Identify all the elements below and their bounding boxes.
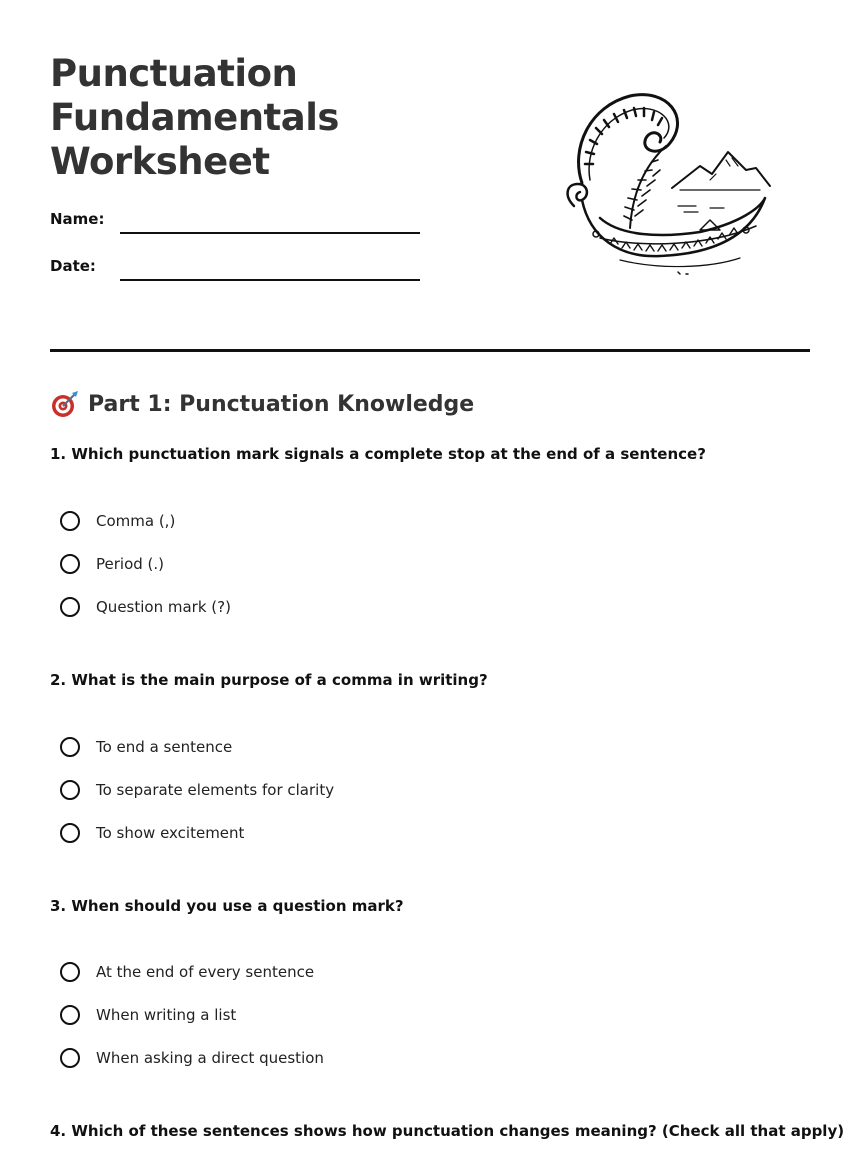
question-4: 4. Which of these sentences shows how punctuation changes meaning? (Check all that apply) <box>50 1122 845 1140</box>
question-1-option-c[interactable] <box>60 597 231 617</box>
option-label: When asking a direct question <box>96 1049 324 1067</box>
name-label: Name: <box>50 210 105 228</box>
question-1: 1. Which punctuation mark signals a complete stop at the end of a sentence? <box>50 445 706 463</box>
option-label: To show excitement <box>96 824 245 842</box>
question-2-option-b[interactable] <box>60 780 334 800</box>
part-1-title: Part 1: Punctuation Knowledge <box>88 391 475 417</box>
radio-button[interactable] <box>60 780 80 800</box>
radio-button[interactable] <box>60 554 80 574</box>
longboat-illustration-icon <box>560 88 780 283</box>
radio-button[interactable] <box>60 1048 80 1068</box>
question-3-option-a[interactable] <box>60 962 314 982</box>
date-label: Date: <box>50 257 96 275</box>
date-field <box>50 257 96 275</box>
radio-button[interactable] <box>60 597 80 617</box>
question-1-option-a[interactable] <box>60 511 175 531</box>
radio-button[interactable] <box>60 962 80 982</box>
question-3: 3. When should you use a question mark? <box>50 897 404 915</box>
radio-button[interactable] <box>60 823 80 843</box>
question-1-option-b[interactable] <box>60 554 164 574</box>
radio-button[interactable] <box>60 1005 80 1025</box>
radio-button[interactable] <box>60 511 80 531</box>
worksheet-title <box>50 52 339 184</box>
question-2: 2. What is the main purpose of a comma in writing? <box>50 671 488 689</box>
target-dart-icon <box>50 389 80 419</box>
option-label: Question mark (?) <box>96 598 231 616</box>
title-line: Fundamentals <box>50 96 339 139</box>
question-3-option-c[interactable] <box>60 1048 324 1068</box>
option-label: Period (.) <box>96 555 165 573</box>
name-field <box>50 210 104 228</box>
option-label: Comma (,) <box>96 512 176 530</box>
question-3-option-b[interactable] <box>60 1005 236 1025</box>
date-input-line[interactable] <box>120 279 420 281</box>
option-label: When writing a list <box>96 1006 237 1024</box>
name-input-line[interactable] <box>120 232 420 234</box>
question-2-option-c[interactable] <box>60 823 244 843</box>
option-label: At the end of every sentence <box>96 963 315 981</box>
option-label: To separate elements for clarity <box>96 781 335 799</box>
part-1-heading <box>50 389 474 419</box>
option-label: To end a sentence <box>96 738 233 756</box>
title-line: Worksheet <box>50 140 270 183</box>
radio-button[interactable] <box>60 737 80 757</box>
section-divider <box>50 349 810 352</box>
title-line: Punctuation <box>50 52 298 95</box>
question-2-option-a[interactable] <box>60 737 232 757</box>
